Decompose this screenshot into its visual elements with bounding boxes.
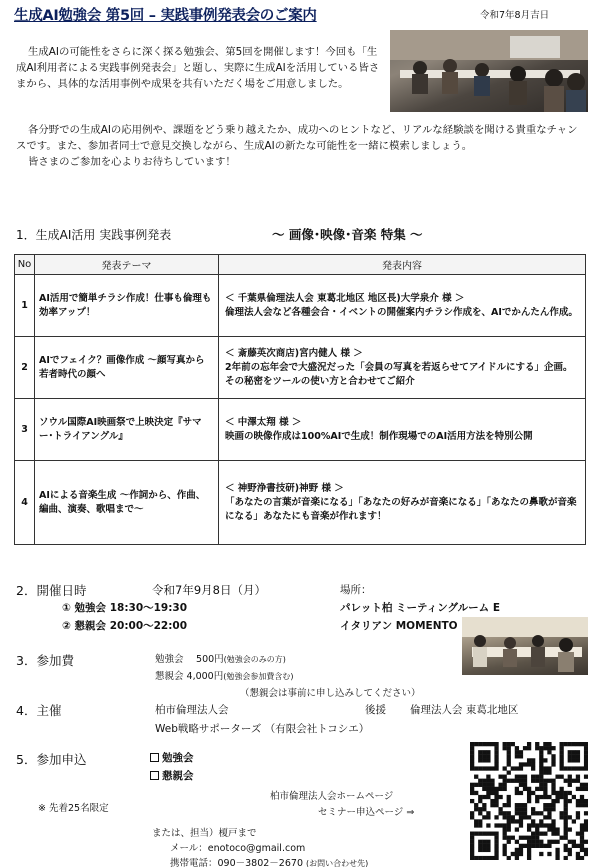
row-no: 4: [15, 461, 35, 545]
session-1-name: 勉強会: [74, 602, 107, 614]
row-no: 2: [15, 337, 35, 399]
co-organizer: Web戦略サポーターズ （有限会社トコシエ）: [155, 723, 370, 735]
session-1-mark: ①: [62, 602, 71, 614]
session-2-name: 懇親会: [74, 620, 107, 632]
option-study-label: 勉強会: [162, 752, 194, 764]
row-speaker: ＜ 神野浄書技研)神野 様 ＞: [225, 482, 344, 494]
row-content: [219, 461, 586, 545]
restaurant-photo-icon: [462, 617, 588, 675]
table-row: [15, 399, 586, 461]
row-content: [219, 337, 586, 399]
section2-heading: 2．開催日時: [16, 583, 87, 598]
col-no: No: [15, 255, 35, 275]
option-study[interactable]: [150, 750, 194, 765]
table-row: [15, 275, 586, 337]
session-2: [62, 618, 187, 633]
fee-note: （懇親会は事前に申し込みしてください）: [240, 688, 421, 699]
row-theme: AIでフェイク？画像作成 ～顔写真から若者時代の顔へ: [35, 337, 219, 399]
web-line-2[interactable]: セミナー申込ページ ⇒: [318, 807, 415, 818]
row-theme: AIによる音楽生成 ～作詞から、作曲、編曲、演奏、歌唱まで～: [35, 461, 219, 545]
fee-party-amount: 懇親会 4,000円: [155, 671, 224, 682]
venue-2: イタリアン MOMENTO: [340, 620, 458, 632]
qr-code[interactable]: [470, 742, 588, 860]
contact-phone-number: 携帯電話：090－3802－2670: [170, 858, 303, 867]
support-label: 後援: [365, 704, 386, 716]
row-description: 「あなたの言葉が音楽になる」「あなたの好みが音楽になる」「あなたの鼻歌が音楽になる」あなたにも音楽が作れます！: [225, 496, 577, 522]
section5-heading: 5．参加申込: [16, 752, 87, 767]
col-content: 発表内容: [219, 255, 586, 275]
qr-code-icon: [470, 742, 588, 860]
intro-text-3: 皆さまのご参加を心よりお待ちしています！: [28, 156, 236, 168]
table-row: [15, 461, 586, 545]
row-theme: ソウル国際AI映画祭で上映決定『サマー･トライアングル』: [35, 399, 219, 461]
col-theme: 発表テーマ: [35, 255, 219, 275]
intro-text-1: 生成AIの可能性をさらに深く探る勉強会、第5回を開催します！今回も「生成AI利用者による実践事例発表会」と題し、実際に生成AIを活用している皆さまから、具体的な活用事例や成果を共有いただく場をご用意しました。: [16, 46, 380, 90]
fee-party-note: (勉強会参加費含む): [223, 672, 294, 681]
issue-date: 令和7年8月吉日: [480, 10, 550, 21]
talks-table: [14, 254, 586, 545]
section4-heading: 4．主催: [16, 703, 62, 718]
row-speaker: ＜ 千葉県倫理法人会 東葛北地区 地区長)大学泉介 様 ＞: [225, 292, 465, 304]
restaurant-photo: [462, 617, 588, 675]
contact-phone: [170, 855, 368, 867]
row-description: 2年前の忘年会で大盛況だった「会員の写真を若返らせてアイドルにする」企画。その秘密をツールの使い方と合わせてご紹介: [225, 361, 573, 387]
contact-intro: または、担当）榎戸まで: [152, 828, 257, 839]
venue-label: 場所：: [340, 584, 372, 596]
contact-phone-note: (お問い合わせ先): [306, 859, 369, 867]
session-2-mark: ②: [62, 620, 71, 632]
section1-heading: 1．生成AI活用 実践事例発表: [16, 228, 172, 242]
section3-heading: 3．参加費: [16, 653, 74, 668]
body-paragraphs: [16, 122, 586, 170]
row-no: 3: [15, 399, 35, 461]
session-2-time: 20:00～22:00: [109, 620, 188, 632]
row-content: [219, 275, 586, 337]
table-header-row: [15, 255, 586, 275]
intro-paragraph: [16, 44, 380, 92]
table-row: [15, 337, 586, 399]
fee-study-note: (勉強会のみの方): [223, 655, 286, 664]
fee-party: [155, 668, 293, 682]
checkbox-study[interactable]: [150, 753, 159, 762]
row-description: 倫理法人会など各種会合・イベントの開催案内チラシ作成を、AIでかんたん作成。: [225, 306, 578, 318]
session-1: [62, 600, 187, 615]
fee-study: [155, 651, 286, 665]
row-speaker: ＜ 中澤太翔 様 ＞: [225, 416, 302, 428]
supporter: 倫理法人会 東葛北地区: [410, 704, 519, 716]
row-no: 1: [15, 275, 35, 337]
option-party[interactable]: [150, 768, 194, 783]
row-description: 映画の映像作成は100%AIで生成！制作現場でのAI活用方法を特別公開: [225, 430, 533, 442]
row-speaker: ＜ 斎藤英次商店)宮内健人 様 ＞: [225, 347, 363, 359]
organizer: 柏市倫理法人会: [155, 704, 229, 716]
limit-note: ※ 先着25名限定: [38, 803, 109, 814]
section1-subtitle: ～ 画像･映像･音楽 特集 ～: [272, 227, 423, 242]
event-date: 令和7年9月8日（月）: [152, 583, 266, 597]
meeting-photo-icon: [390, 30, 588, 112]
web-line-1: 柏市倫理法人会ホームページ: [270, 791, 394, 802]
meeting-photo: [390, 30, 588, 112]
checkbox-party[interactable]: [150, 771, 159, 780]
page-title: 生成AI勉強会 第5回 – 実践事例発表会のご案内: [14, 8, 317, 24]
intro-text-2: 各分野での生成AIの応用例や、課題をどう乗り越えたか、成功へのヒントなど、リアルな経験談を聞ける貴重なチャンスです。また、参加者同士で意見交換しながら、生成AIの新たな可能性を一緒に模索しましょう。: [16, 124, 578, 152]
option-party-label: 懇親会: [162, 770, 194, 782]
venue-1: パレット柏 ミーティングルーム E: [340, 602, 501, 614]
contact-email[interactable]: メール：enotoco@gmail.com: [170, 843, 306, 854]
row-content: [219, 399, 586, 461]
fee-study-amount: 勉強会 500円: [155, 654, 224, 665]
row-theme: AI活用で簡単チラシ作成！仕事も倫理も効率アップ！: [35, 275, 219, 337]
session-1-time: 18:30～19:30: [109, 602, 188, 614]
